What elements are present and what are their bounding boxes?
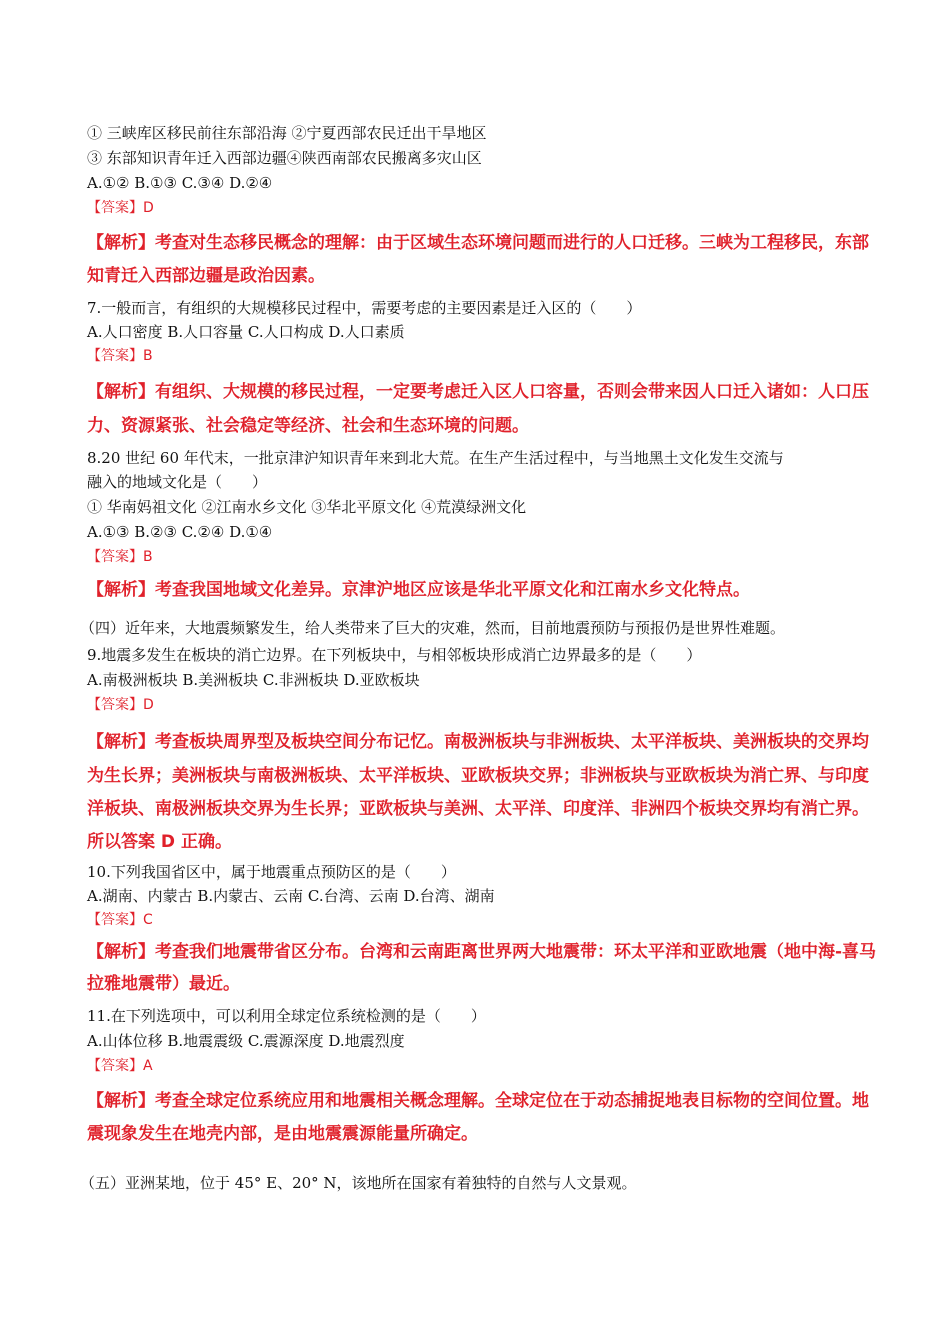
question-text: 9.地震多发生在板块的消亡边界。在下列板块中，与相邻板块形成消亡边界最多的是（ ） (87, 646, 702, 664)
explanation-text: 所以答案 D 正确。 (87, 832, 232, 852)
question-option-line: ① 华南妈祖文化 ②江南水乡文化 ③华北平原文化 ④荒漠绿洲文化 (87, 498, 527, 516)
question-text: 融入的地域文化是（ ） (87, 473, 268, 491)
explanation-text: 【解析】考查我国地域文化差异。京津沪地区应该是华北平原文化和江南水乡文化特点。 (87, 580, 750, 600)
question-text: 10.下列我国省区中，属于地震重点预防区的是（ ） (87, 863, 456, 881)
section-intro: （五）亚洲某地，位于 45° E、20° N，该地所在国家有着独特的自然与人文景观。 (80, 1174, 637, 1192)
answer-choices: A.湖南、内蒙古 B.内蒙古、云南 C.台湾、云南 D.台湾、湖南 (87, 887, 495, 905)
explanation-text: 洋板块、南极洲板块交界为生长界；亚欧板块与美洲、太平洋、印度洋、非洲四个板块交界均有消亡界。 (87, 799, 869, 819)
explanation-text: 【解析】考查我们地震带省区分布。台湾和云南距离世界两大地震带：环太平洋和亚欧地震（地中海-喜马 (87, 942, 877, 962)
answer-choices: A.南极洲板块 B.美洲板块 C.非洲板块 D.亚欧板块 (87, 671, 420, 689)
answer-label: 【答案】A (87, 1058, 153, 1074)
explanation-text: 【解析】考查全球定位系统应用和地震相关概念理解。全球定位在于动态捕捉地表目标物的空间位置。地 (87, 1091, 869, 1111)
explanation-text: 知青迁入西部边疆是政治因素。 (87, 266, 325, 286)
question-text: 7.一般而言，有组织的大规模移民过程中，需要考虑的主要因素是迁入区的（ ） (87, 299, 642, 317)
answer-choices: A.山体位移 B.地震震级 C.震源深度 D.地震烈度 (87, 1032, 405, 1050)
answer-label: 【答案】D (87, 697, 154, 713)
explanation-text: 【解析】考查对生态移民概念的理解：由于区域生态环境问题而进行的人口迁移。三峡为工程移民，东部 (87, 233, 869, 253)
explanation-text: 为生长界；美洲板块与南极洲板块、太平洋板块、亚欧板块交界；非洲板块与亚欧板块为消亡界、与印度 (87, 766, 869, 786)
answer-label: 【答案】C (87, 912, 153, 928)
question-option-line: ① 三峡库区移民前往东部沿海 ②宁夏西部农民迁出干旱地区 (87, 124, 487, 142)
question-option-line: ③ 东部知识青年迁入西部边疆④陕西南部农民搬离多灾山区 (87, 149, 482, 167)
answer-label: 【答案】D (87, 200, 154, 216)
explanation-text: 【解析】考查板块周界型及板块空间分布记忆。南极洲板块与非洲板块、太平洋板块、美洲板块的交界均 (87, 732, 869, 752)
question-text: 11.在下列选项中，可以利用全球定位系统检测的是（ ） (87, 1007, 486, 1025)
question-text: 8.20 世纪 60 年代末，一批京津沪知识青年来到北大荒。在生产生活过程中，与当地黑土文化发生交流与 (87, 449, 784, 467)
explanation-text: 拉雅地震带）最近。 (87, 974, 240, 994)
explanation-text: 力、资源紧张、社会稳定等经济、社会和生态环境的问题。 (87, 416, 529, 436)
explanation-text: 【解析】有组织、大规模的移民过程，一定要考虑迁入区人口容量，否则会带来因人口迁入诸如：人口压 (87, 382, 869, 402)
answer-label: 【答案】B (87, 348, 153, 364)
answer-choices: A.①③ B.②③ C.②④ D.①④ (87, 523, 273, 541)
explanation-text: 震现象发生在地壳内部，是由地震震源能量所确定。 (87, 1124, 478, 1144)
section-intro: （四）近年来，大地震频繁发生，给人类带来了巨大的灾难，然而，目前地震预防与预报仍是世界性难题。 (80, 619, 786, 637)
answer-choices: A.人口密度 B.人口容量 C.人口构成 D.人口素质 (87, 323, 405, 341)
answer-label: 【答案】B (87, 549, 153, 565)
answer-choices: A.①② B.①③ C.③④ D.②④ (87, 174, 273, 192)
